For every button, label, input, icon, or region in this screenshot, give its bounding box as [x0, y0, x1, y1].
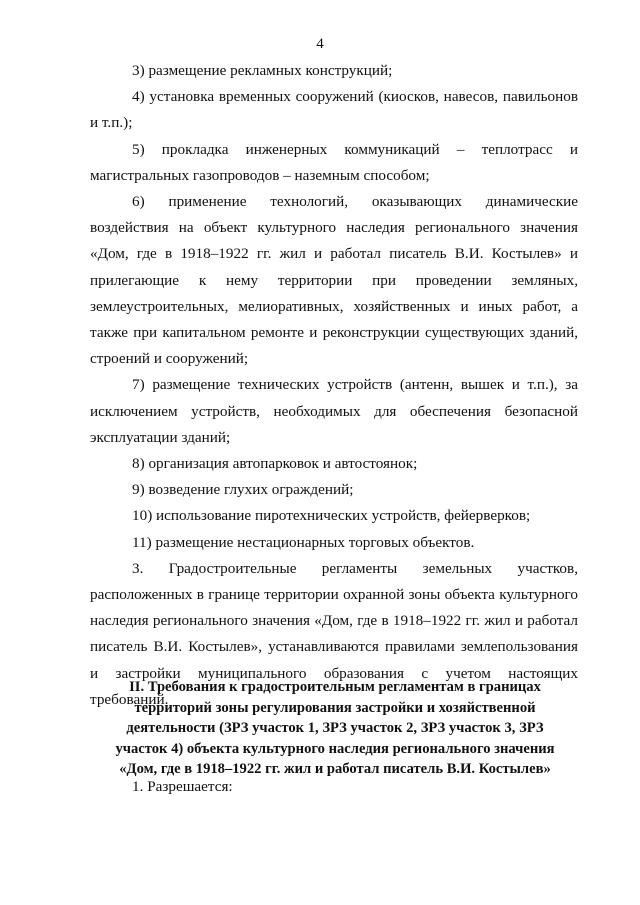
paragraph-section-3: 3. Градостроительные регламенты земельных участков, расположенных в границе территории охранной зоны объекта культурного наследия регионального значения «Дом, где в 1918–1922 гг. жил и работал писатель В.И. Костылев», устанавливаются правилами землепользования и застройки муниципального образования с учетом настоящих требований.	[90, 559, 578, 708]
paragraph-item-5: 5) прокладка инженерных коммуникаций – теплотрасс и магистральных газопроводов – наземным способом;	[90, 140, 578, 184]
heading-line: участок 4) объекта культурного наследия регионального значения	[115, 740, 555, 757]
paragraph-item-6: 6) применение технологий, оказывающих динамические воздействия на объект культурного наследия регионального значения «Дом, где в 1918–1922 гг. жил и работал писатель В.И. Костылев» и прилегающие к нему территории при проведении земляных, землеустроительных, мелиоративных, хозяйственных и иных работ, а также при капитальном ремонте и реконструкции существующих зданий, строений и сооружений;	[90, 193, 578, 368]
heading-line: «Дом, где в 1918–1922 гг. жил и работал писатель В.И. Костылев»	[119, 761, 551, 777]
paragraph-item-8: 8) организация автопарковок и автостоянок;	[132, 455, 418, 473]
paragraph-item-11: 11) размещение нестационарных торговых объектов.	[132, 533, 475, 551]
allowed-item-1: 1. Разрешается:	[132, 778, 233, 795]
page-number: 4	[316, 36, 324, 52]
heading-line: деятельности (ЗРЗ участок 1, ЗРЗ участок 2, ЗРЗ участок 3, ЗРЗ	[126, 720, 544, 736]
heading-line: территорий зоны регулирования застройки и хозяйственной	[134, 699, 536, 716]
paragraph-item-3: 3) размещение рекламных конструкций;	[132, 62, 393, 79]
paragraph-item-10: 10) использование пиротехнических устройств, фейерверков;	[132, 507, 531, 525]
heading-line: II. Требования к градостроительным регламентам в границах	[129, 679, 541, 695]
paragraph-item-4: 4) установка временных сооружений (киосков, навесов, павильонов и т.п.);	[90, 88, 578, 132]
paragraph-item-7: 7) размещение технических устройств (антенн, вышек и т.п.), за исключением устройств, необходимых для обеспечения безопасной эксплуатации зданий;	[90, 376, 578, 446]
paragraph-item-9: 9) возведение глухих ограждений;	[132, 481, 354, 499]
body-text	[90, 58, 578, 713]
section-heading	[96, 677, 574, 780]
